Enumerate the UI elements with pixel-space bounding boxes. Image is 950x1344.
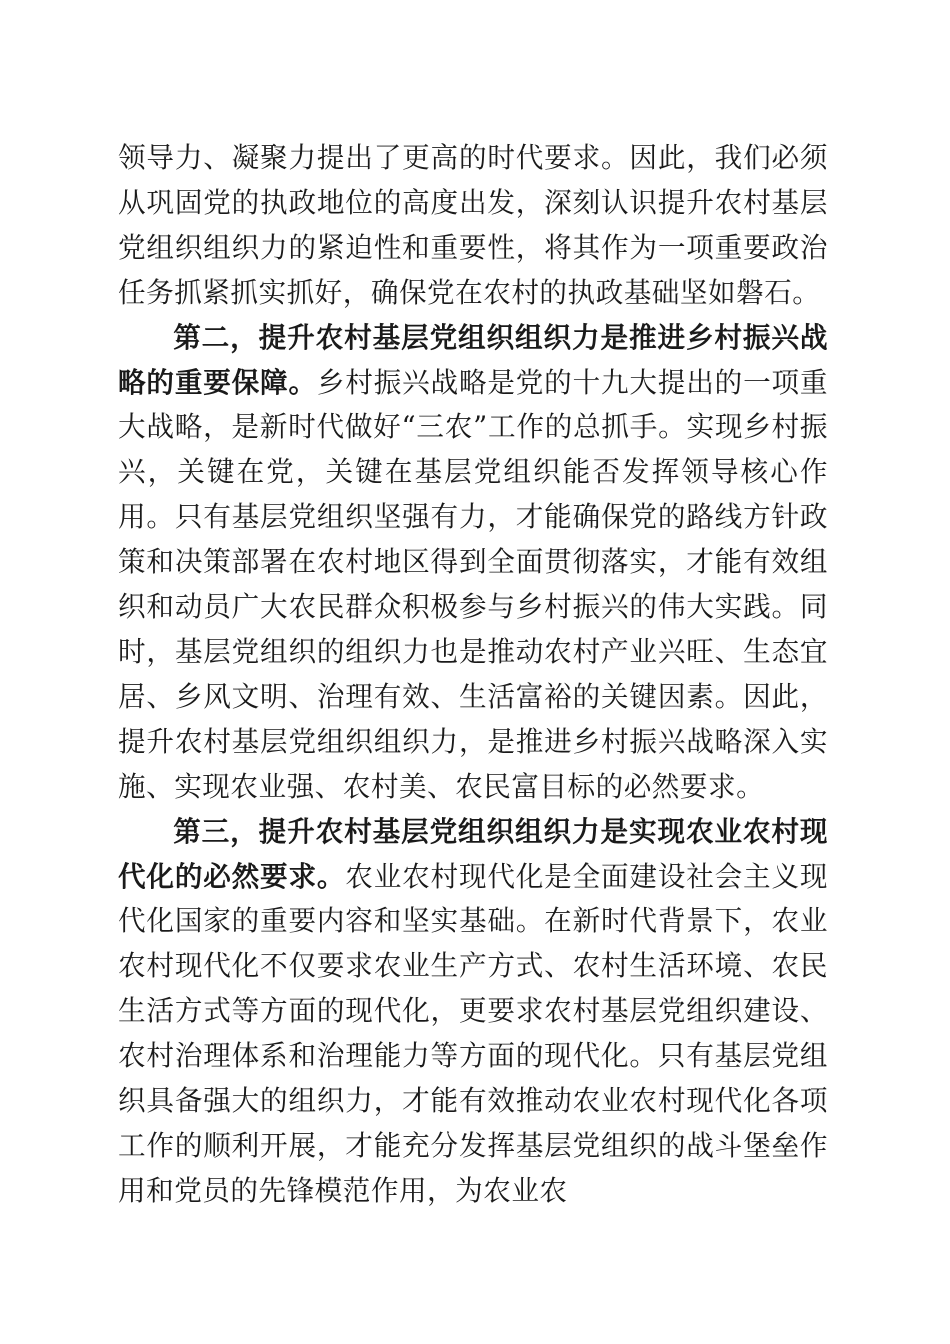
paragraph-text: 乡村振兴战略是党的十九大提出的一项重大战略，是新时代做好“三农”工作的总抓手。实现乡村振兴，关键在党，关键在基层党组织能否发挥领导核心作用。只有基层党组织坚强有力，才能确保党的路线方针政策和决策部署在农村地区得到全面贯彻落实，才能有效组织和动员广大农民群众积极参与乡村振兴的伟大实践。同时，基层党组织的组织力也是推动农村产业兴旺、生态宜居、乡风文明、治理有效、生活富裕的关键因素。因此，提升农村基层党组织组织力，是推进乡村振兴战略深入实施、实现农业强、农村美、农民富目标的必然要求。 [118, 365, 828, 803]
body-text [118, 136, 828, 1214]
paragraph-text: 农业农村现代化是全面建设社会主义现代化国家的重要内容和坚实基础。在新时代背景下，农业农村现代化不仅要求农业生产方式、农村生活环境、农民生活方式等方面的现代化，更要求农村基层党组织建设、农村治理体系和治理能力等方面的现代化。只有基层党组织具备强大的组织力，才能有效推动农业农村现代化各项工作的顺利开展，才能充分发挥基层党组织的战斗堡垒作用和党员的先锋模范作用，为农业农 [118, 859, 828, 1207]
paragraph-heading: 第二，提升农村基层党组织组织力是推进乡村振兴战略的重要保障。 [118, 320, 828, 399]
paragraph-continuation [118, 136, 828, 316]
paragraph-third-point [118, 810, 828, 1214]
paragraph-text: 领导力、凝聚力提出了更高的时代要求。因此，我们必须从巩固党的执政地位的高度出发，深刻认识提升农村基层党组织组织力的紧迫性和重要性，将其作为一项重要政治任务抓紧抓实抓好，确保党在农村的执政基础坚如磐石。 [118, 141, 828, 309]
paragraph-heading: 第三，提升农村基层党组织组织力是实现农业农村现代化的必然要求。 [118, 814, 828, 893]
paragraph-second-point [118, 316, 828, 810]
